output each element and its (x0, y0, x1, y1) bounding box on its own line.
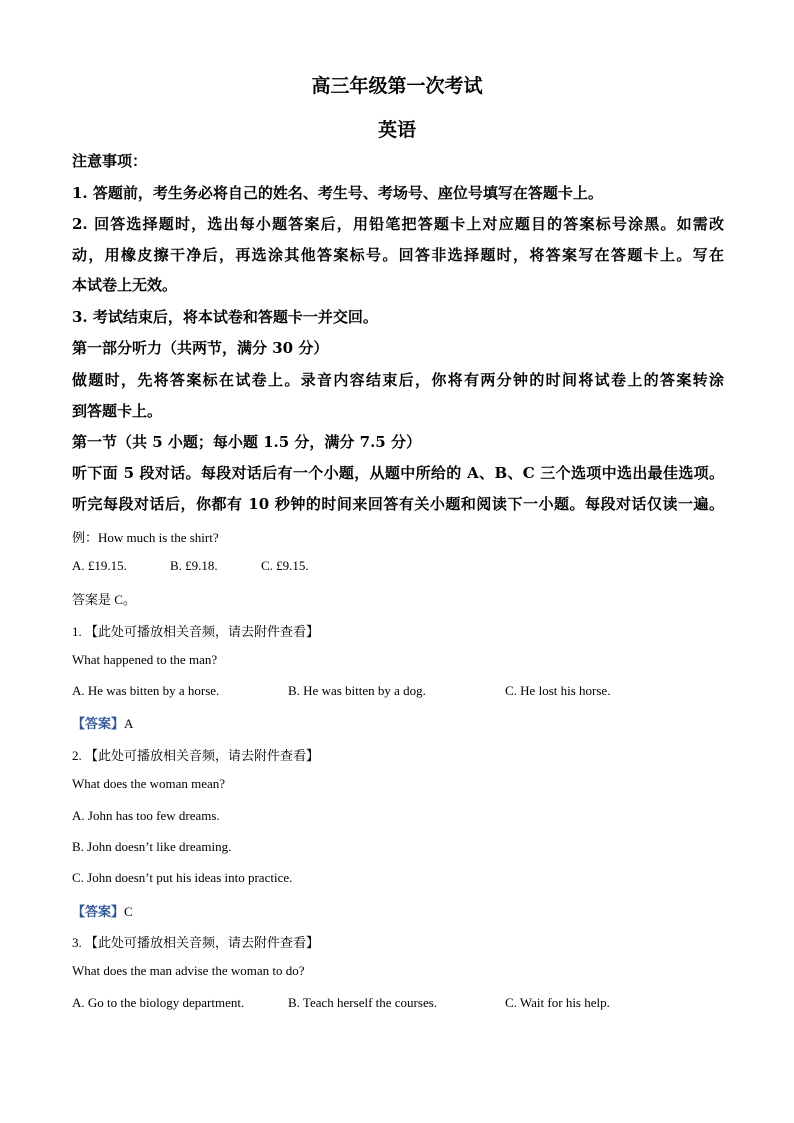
q2-audio-note: 2. 【此处可播放相关音频，请去附件查看】 (72, 748, 320, 763)
q2-answer-tag: 【答案】 (72, 905, 125, 920)
example-option-c: C. £9.15. (261, 558, 309, 573)
subject-title: 英语 (377, 119, 416, 141)
notice-item-2-line-2: 动，用橡皮擦干净后，再选涂其他答案标号。回答非选择题时，将答案写在答题卡上。写在 (72, 246, 724, 264)
q1-option-a: A. He was bitten by a horse. (72, 683, 220, 698)
example-option-b: B. £9.18. (170, 558, 218, 573)
notice-item-1: 1. 答题前，考生务必将自己的姓名、考生号、考场号、座位号填写在答题卡上。 (72, 184, 603, 202)
notice-item-3: 3. 考试结束后，将本试卷和答题卡一并交回。 (72, 308, 378, 326)
q2-option-c: C. John doesn’t put his ideas into practice. (72, 870, 293, 885)
q1-answer-tag: 【答案】 (72, 717, 125, 732)
notice-heading: 注意事项： (72, 152, 148, 170)
q3-option-b: B. Teach herself the courses. (288, 995, 438, 1010)
q2-answer-line (72, 901, 133, 920)
section1-instruction-line-1: 听下面 5 段对话。每段对话后有一个小题，从题中所给的 A、B、C 三个选项中选出最佳选项。 (72, 464, 724, 482)
notice-item-2-line-1: 2. 回答选择题时，选出每小题答案后，用铅笔把答题卡上对应题目的答案标号涂黑。如需改 (72, 215, 724, 233)
q2-answer: C (124, 904, 133, 919)
exam-title: 高三年级第一次考试 (311, 75, 483, 97)
part1-instruction-line-2: 到答题卡上。 (72, 402, 163, 420)
q1-answer: A (124, 716, 134, 731)
example-answer: 答案是 C。 (72, 592, 136, 607)
q3-option-c: C. Wait for his help. (505, 995, 610, 1010)
q2-option-a: A. John has too few dreams. (72, 808, 220, 823)
example-question: 例：How much is the shirt? (72, 530, 219, 545)
q3-audio-note: 3. 【此处可播放相关音频，请去附件查看】 (72, 935, 320, 950)
notice-item-2-line-3: 本试卷上无效。 (72, 276, 178, 294)
q1-audio-note: 1. 【此处可播放相关音频，请去附件查看】 (72, 624, 320, 639)
q2-question: What does the woman mean? (72, 776, 226, 791)
q1-option-c: C. He lost his horse. (505, 683, 611, 698)
example-option-a: A. £19.15. (72, 558, 127, 573)
section1-heading: 第一节（共 5 小题；每小题 1.5 分，满分 7.5 分） (72, 433, 421, 451)
q3-question: What does the man advise the woman to do? (72, 963, 305, 978)
section1-instruction-line-2: 听完每段对话后，你都有 10 秒钟的时间来回答有关小题和阅读下一小题。每段对话仅读一遍。 (72, 495, 724, 513)
q1-option-b: B. He was bitten by a dog. (288, 683, 426, 698)
q3-option-a: A. Go to the biology department. (72, 995, 245, 1010)
q2-option-b: B. John doesn’t like dreaming. (72, 839, 232, 854)
q1-question: What happened to the man? (72, 652, 218, 667)
part1-instruction-line-1: 做题时，先将答案标在试卷上。录音内容结束后，你将有两分钟的时间将试卷上的答案转涂 (72, 371, 724, 389)
q1-answer-line (72, 713, 133, 732)
part1-heading: 第一部分听力（共两节，满分 30 分） (72, 339, 329, 357)
